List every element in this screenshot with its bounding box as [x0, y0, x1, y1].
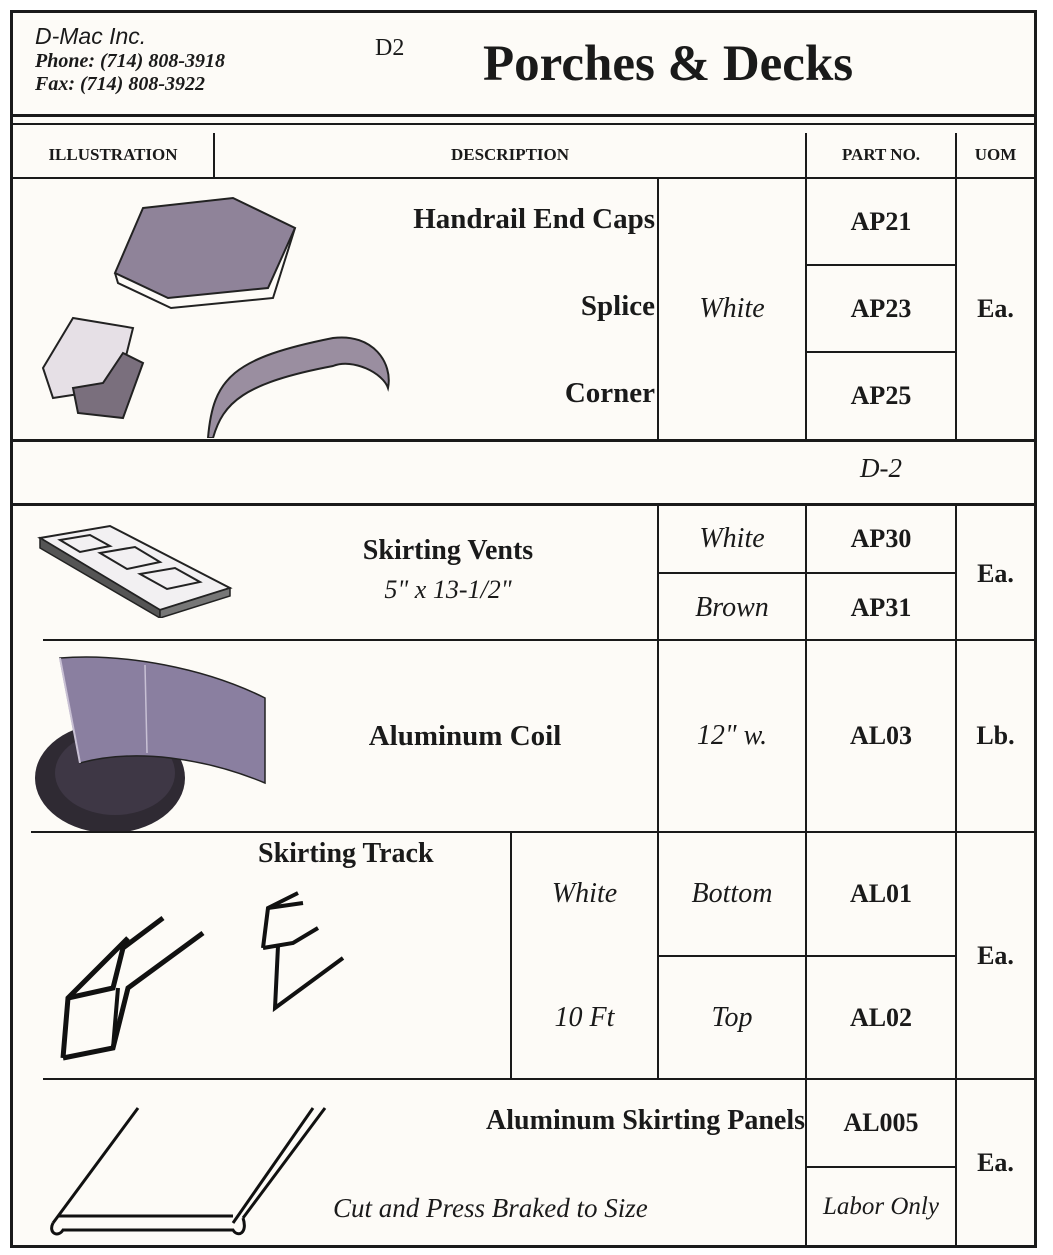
- page-title: Porches & Decks: [483, 36, 854, 92]
- col-part-no: PART NO.: [841, 145, 921, 164]
- track-bottom: Bottom: [691, 878, 773, 909]
- track-color: White: [551, 878, 618, 909]
- part-al03: AL03: [849, 721, 913, 750]
- skirting-vents-size: 5" x 13-1/2": [384, 575, 512, 604]
- skirting-vent-illustration: [35, 518, 235, 618]
- skirting-track-illustration: [53, 888, 373, 1068]
- skirting-panels-label: Aluminum Skirting Panels: [486, 1105, 805, 1136]
- track-uom: Ea.: [977, 940, 1014, 970]
- splice-label: Splice: [580, 290, 655, 322]
- handrail-parts-illustration: [33, 188, 393, 438]
- part-ap25: AP25: [850, 381, 912, 410]
- part-al01: AL01: [849, 879, 913, 908]
- skirting-track-label: Skirting Track: [258, 838, 434, 869]
- col-uom: UOM: [974, 145, 1017, 164]
- handrail-uom: Ea.: [977, 294, 1014, 323]
- catalog-sheet: [10, 10, 1037, 1248]
- company-name: D-Mac Inc.: [35, 23, 147, 49]
- part-al005: AL005: [843, 1108, 919, 1137]
- part-ap21: AP21: [850, 206, 912, 236]
- corner-label: Corner: [564, 377, 655, 409]
- skirting-panel-illustration: [43, 1098, 343, 1238]
- part-ap30: AP30: [850, 524, 912, 553]
- handrail-end-caps-label: Handrail End Caps: [413, 203, 655, 235]
- section-code: D2: [375, 35, 405, 61]
- skirting-vents-label: Skirting Vents: [362, 535, 534, 566]
- coil-width: 12" w.: [696, 720, 768, 751]
- coil-uom: Lb.: [976, 721, 1015, 750]
- track-top: Top: [711, 1001, 753, 1033]
- part-ap31: AP31: [850, 592, 912, 622]
- labor-only: Labor Only: [823, 1192, 939, 1220]
- vents-uom: Ea.: [977, 558, 1014, 588]
- part-ap23: AP23: [850, 293, 912, 323]
- aluminum-coil-label: Aluminum Coil: [368, 719, 562, 752]
- skirting-panels-note: Cut and Press Braked to Size: [333, 1193, 648, 1223]
- vent-color-brown: Brown: [695, 591, 769, 623]
- company-phone: Phone: (714) 808-3918: [35, 50, 225, 72]
- company-fax: Fax: (714) 808-3922: [35, 73, 205, 95]
- panels-uom: Ea.: [977, 1147, 1014, 1177]
- col-illustration: ILLUSTRATION: [48, 145, 178, 164]
- part-al02: AL02: [849, 1002, 913, 1032]
- track-length: 10 Ft: [554, 1001, 615, 1033]
- page-code: D-2: [860, 453, 902, 483]
- handrail-color: White: [699, 293, 765, 324]
- company-block: [35, 23, 225, 96]
- col-description: DESCRIPTION: [450, 145, 570, 164]
- aluminum-coil-illustration: [35, 653, 275, 835]
- vent-color-white: White: [699, 523, 765, 554]
